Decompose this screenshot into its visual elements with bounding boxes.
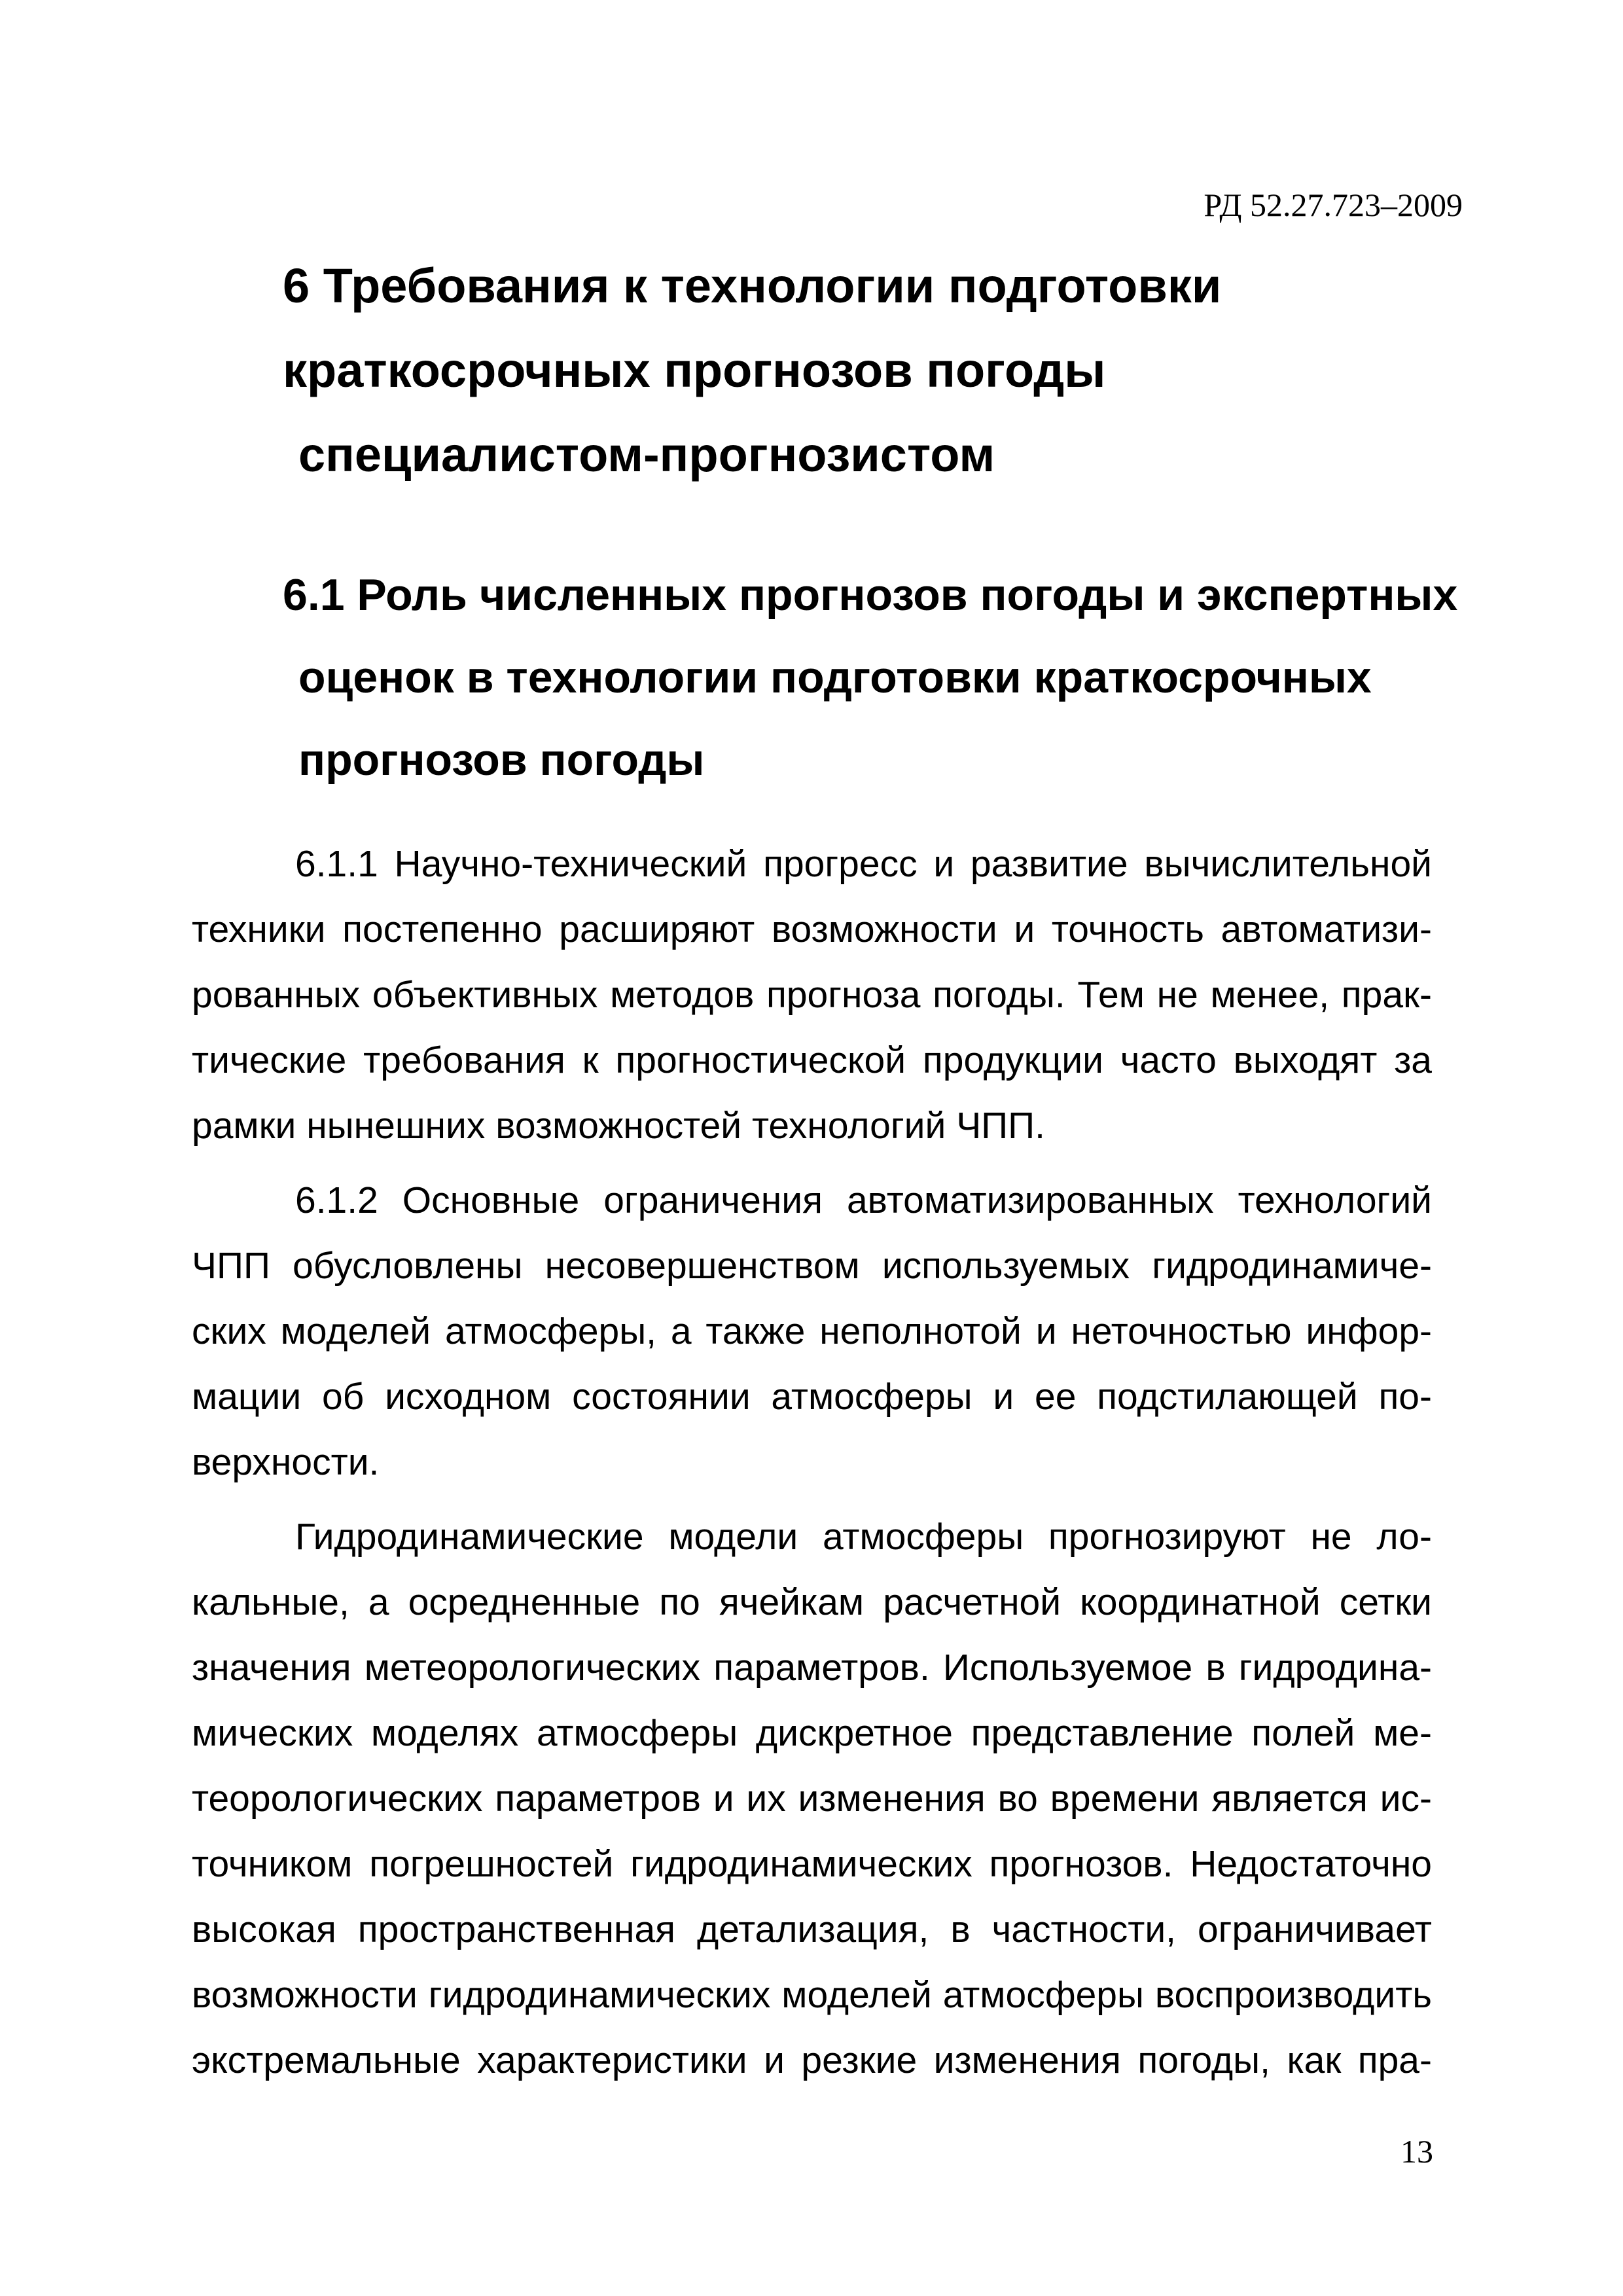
section-heading	[283, 243, 1221, 497]
text-line: рамки нынешних возможностей технологий ЧПП.	[192, 1105, 1045, 1147]
text-line: кальные, а осредненные по ячейкам расчетной координатной сетки	[192, 1581, 1432, 1623]
text-line: мических моделях атмосферы дискретное представление полей ме-	[192, 1712, 1432, 1754]
text-line: точником погрешностей гидродинамических прогнозов. Недостаточно	[192, 1843, 1432, 1885]
text-line: Гидродинамические модели атмосферы прогнозируют не ло-	[295, 1516, 1432, 1558]
document-code: РД 52.27.723–2009	[1204, 187, 1463, 223]
subsection-heading-line: оценок в технологии подготовки краткосрочных	[298, 653, 1372, 702]
text-line: значения метеорологических параметров. Используемое в гидродина-	[192, 1647, 1432, 1689]
text-line: экстремальные характеристики и резкие изменения погоды, как пра-	[192, 2039, 1432, 2081]
paragraph-6-1-1	[192, 831, 1432, 1158]
subsection-heading-line: 6.1 Роль численных прогнозов погоды и экспертных	[283, 570, 1458, 620]
paragraph-6-1-2	[192, 1168, 1432, 1495]
text-line: теорологических параметров и их изменения во времени является ис-	[192, 1778, 1432, 1820]
text-line: высокая пространственная детализация, в частности, ограничивает	[192, 1909, 1432, 1950]
section-heading-line: специалистом-прогнозистом	[298, 427, 995, 482]
text-line: 6.1.1 Научно-технический прогресс и развитие вычислительной	[295, 843, 1432, 885]
text-line: 6.1.2 Основные ограничения автоматизированных технологий	[295, 1179, 1432, 1221]
page-number: 13	[1400, 2133, 1433, 2170]
text-line: мации об исходном состоянии атмосферы и ее подстилающей по-	[192, 1376, 1432, 1418]
body-text	[192, 831, 1432, 2102]
text-line: тические требования к прогностической продукции часто выходят за	[192, 1039, 1432, 1081]
section-heading-line: краткосрочных прогнозов погоды	[283, 343, 1106, 397]
paragraph-hydrodynamic-models	[192, 1504, 1432, 2093]
subsection-heading-line: прогнозов погоды	[298, 735, 705, 785]
text-line: возможности гидродинамических моделей атмосферы воспроизводить	[192, 1974, 1432, 2016]
text-line: техники постепенно расширяют возможности и точность автоматизи-	[192, 908, 1432, 950]
text-line: ских моделей атмосферы, а также неполнотой и неточностью инфор-	[192, 1310, 1432, 1352]
section-heading-line: 6 Требования к технологии подготовки	[283, 259, 1222, 313]
subsection-heading	[283, 554, 1457, 801]
text-line: рованных объективных методов прогноза погоды. Тем не менее, прак-	[192, 974, 1432, 1016]
text-line: верхности.	[192, 1441, 380, 1483]
text-line: ЧПП обусловлены несовершенством используемых гидродинамиче-	[192, 1245, 1432, 1287]
